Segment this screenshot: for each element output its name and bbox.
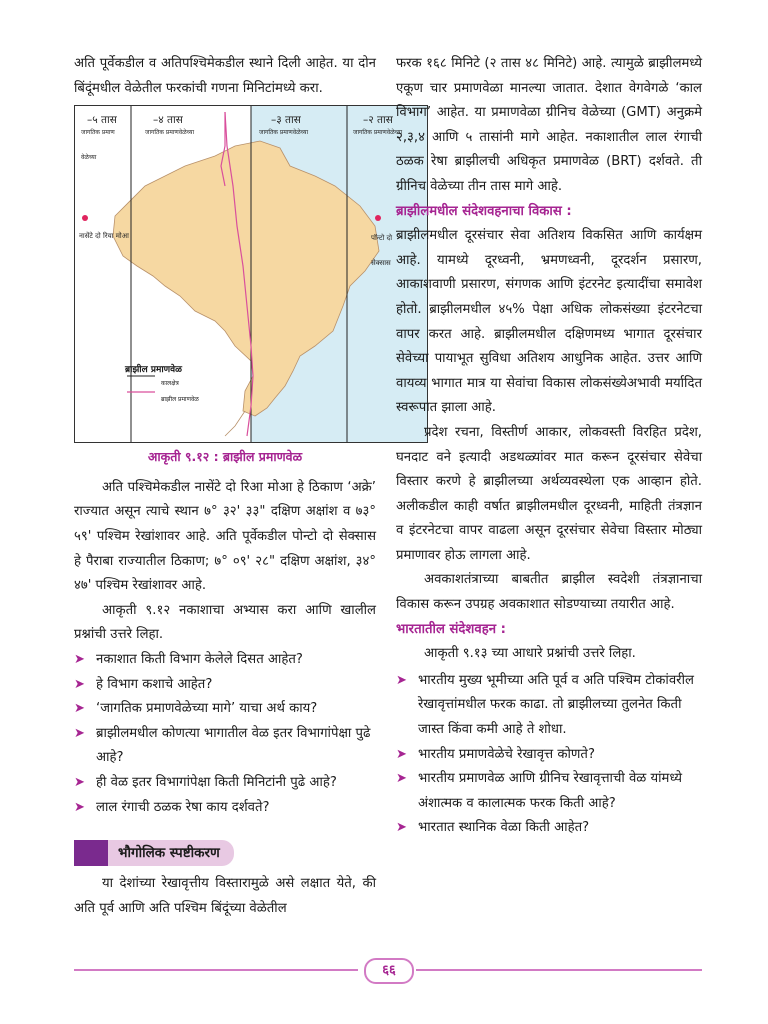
box-title: भौगोलिक स्पष्टीकरण (118, 845, 220, 862)
intro-paragraph: अति पूर्वेकडील व अतिपश्चिमेकडील स्थाने दिली आहेत. या दोन बिंदूंमधील वेळेतील फरकांची गणना मिनिटांमध्ये करा. (74, 56, 376, 96)
question-item: ➤ ही वेळ इतर विभागांपेक्षा किती मिनिटांनी पुढे आहे? (74, 771, 376, 796)
para-brazil-telecom: ब्राझीलमधील दूरसंचार सेवा अतिशय विकसित आणि कार्यक्षम आहे. यामध्ये दूरध्वनी, भ्रमणध्वनी, दूरदर्शन प्रसारण, आकाशवाणी प्रसारण, संगणक आणि इंटरनेट इत्यादींचा समावेश होतो. ब्राझीलमधील ४५% पेक्षा अधिक लोकसंख्या इंटरनेटचा वापर करत आहे. ब्राझीलमधील दक्षिणमध्य भागात दूरसंचार सेवेच्या पायाभूत सुविधा अतिशय आधुनिक आहेत. उत्तर आणि वायव्य भागात मात्र या सेवांचा विकास लोकसंख्येअभावी मर्यादित स्वरूपात झाला आहे. (396, 228, 702, 416)
para-map-study: आकृती ९.१२ नकाशाचा अभ्यास करा आणि खालील प्रश्नांची उत्तरे लिहा. (74, 602, 376, 643)
west-point-marker (82, 215, 88, 221)
east-point-label: पॉन्टो दो सेक्सास (371, 234, 393, 267)
right-column (396, 52, 702, 841)
zone-label-minus3: –३ तास (271, 114, 301, 127)
arrow-bullet-icon: ➤ (396, 820, 407, 836)
question-item: ➤ हे विभाग कशाचे आहेत? (74, 673, 376, 698)
arrow-bullet-icon: ➤ (74, 725, 85, 741)
question-item: ➤ भारतीय मुख्य भूमीच्या अति पूर्व व अति पश्चिम टोकांवरील रेखावृत्तांमधील फरक काढा. तो ब्राझीलच्या तुलनेत किती जास्त किंवा कमी आहे ते शोधा. (396, 669, 702, 743)
legend-brt: ब्राझील प्रमाणवेळ (161, 396, 199, 404)
arrow-bullet-icon: ➤ (74, 799, 85, 815)
right-question-list (396, 669, 702, 841)
legend-title: ब्राझील प्रमाणवेळ (125, 365, 183, 376)
para-space-tech: अवकाशतंत्राच्या बाबतीत ब्राझील स्वदेशी तंत्रज्ञानाचा विकास करून उपग्रह अवकाशात सोडण्याच्या तयारीत आहे. (396, 572, 702, 613)
question-item: ➤ ब्राझीलमधील कोणत्या भागातील वेळ इतर विभागांपेक्षा पुढे आहे? (74, 722, 376, 771)
footer-rule-left (74, 969, 358, 971)
zone-label-minus4: –४ तास (153, 114, 183, 127)
arrow-bullet-icon: ➤ (396, 771, 407, 787)
arrow-bullet-icon: ➤ (74, 651, 85, 667)
zone-sub-minus3: जागतिक प्रमाणवेळेच्या (259, 129, 309, 137)
figure-caption: आकृती ९.१२ : ब्राझील प्रमाणवेळ (147, 449, 303, 465)
heading-india-communication: भारतातील संदेशवहन : (396, 621, 506, 637)
page-footer (74, 958, 702, 982)
east-point-marker (375, 215, 381, 221)
left-question-list (74, 648, 376, 820)
question-item: ➤ भारतात स्थानिक वेळा किती आहेत? (396, 816, 702, 841)
page-number: ६६ (364, 958, 414, 984)
zone-label-minus5: –५ तास (87, 114, 117, 127)
brazil-time-zone-map (74, 105, 428, 443)
arrow-bullet-icon: ➤ (74, 774, 85, 790)
footer-rule-right (416, 969, 702, 971)
question-item: ➤ ‘जागतिक प्रमाणवेळेच्या मागे’ याचा अर्थ काय? (74, 697, 376, 722)
legend-timezone: कालक्षेत्र (161, 380, 179, 388)
question-item: ➤ भारतीय प्रमाणवेळ आणि ग्रीनिच रेखावृत्ताची वेळ यांमध्ये अंशात्मक व कालात्मक फरक किती आहे? (396, 767, 702, 816)
question-item: ➤ नकाशात किती विभाग केलेले दिसत आहेत? (74, 648, 376, 673)
zone-sub-minus4: जागतिक प्रमाणवेळेच्या (145, 129, 195, 137)
left-column (74, 52, 403, 921)
para-telecom-challenges: प्रदेश रचना, विस्तीर्ण आकार, लोकवस्ती विरहित प्रदेश, घनदाट वने इत्यादी अडथळ्यांवर मात करून दूरसंचार सेवेचा विस्तार करणे हे ब्राझीलच्या अर्थव्यवस्थेला एक आव्हान होते. अलीकडील काही वर्षात ब्राझीलमधील दूरध्वनी, माहिती तंत्रज्ञान व इंटरनेटचा वापर वाढला असून दूरसंचार सेवेचा विस्तार मोठ्या प्रमाणावर होऊ लागला आहे. (396, 424, 702, 563)
zone-label-minus2: –२ तास (363, 114, 393, 127)
west-point-label: नासेंटे दो रिया मोआ (79, 232, 129, 241)
zone-sub-minus2: जागतिक प्रमाणवेळेच्या (353, 129, 403, 137)
box-accent-bar (74, 840, 108, 866)
arrow-bullet-icon: ➤ (396, 672, 407, 688)
zone-sub-minus5: जागतिक प्रमाण वेळेच्या (81, 129, 115, 161)
arrow-bullet-icon: ➤ (396, 746, 407, 762)
para-explanation: या देशांच्या रेखावृत्तीय विस्तारामुळे असे लक्षात येते, की अति पूर्व आणि अति पश्चिम बिंदूंच्या वेळेतील (74, 876, 376, 916)
para-west-east-points: अति पश्चिमेकडील नासेंटे दो रिआ मोआ हे ठिकाण ‘अक्रे’ राज्यात असून त्याचे स्थान ७° ३२' ३३" दक्षिण अक्षांश व ७३° ५९' पश्चिम रेखांशावर आहे. अति पूर्वेकडील पोन्टो दो सेक्सास हे पैराबा राज्यातील ठिकाण; ७° ०९' २८" दक्षिण अक्षांश, ३४° ४७' पश्चिम रेखांशावर आहे. (74, 479, 376, 594)
heading-brazil-communication: ब्राझीलमधील संदेशवहनाचा विकास : (396, 203, 572, 219)
geographic-explanation-box (74, 840, 234, 866)
arrow-bullet-icon: ➤ (74, 701, 85, 717)
arrow-bullet-icon: ➤ (74, 676, 85, 692)
para-time-difference: फरक १६८ मिनिटे (२ तास ४८ मिनिटे) आहे. त्यामुळे ब्राझीलमध्ये एकूण चार प्रमाणवेळा मानल्या जातात. देशात वेगवेगळे ‘काल विभाग’ आहेत. या प्रमाणवेळा ग्रीनिच वेळेच्या (GMT) अनुक्रमे २,३,४ आणि ५ तासांनी मागे आहेत. नकाशातील लाल रंगाची ठळक रेषा ब्राझीलची अधिकृत प्रमाणवेळ (BRT) दर्शवते. ती ग्रीनिच वेळेच्या तीन तास मागे आहे. (396, 56, 702, 194)
question-item: ➤ लाल रंगाची ठळक रेषा काय दर्शवते? (74, 796, 376, 821)
para-figure-913: आकृती ९.१३ च्या आधारे प्रश्नांची उत्तरे लिहा. (424, 646, 636, 662)
question-item: ➤ भारतीय प्रमाणवेळेचे रेखावृत्त कोणते? (396, 743, 702, 768)
